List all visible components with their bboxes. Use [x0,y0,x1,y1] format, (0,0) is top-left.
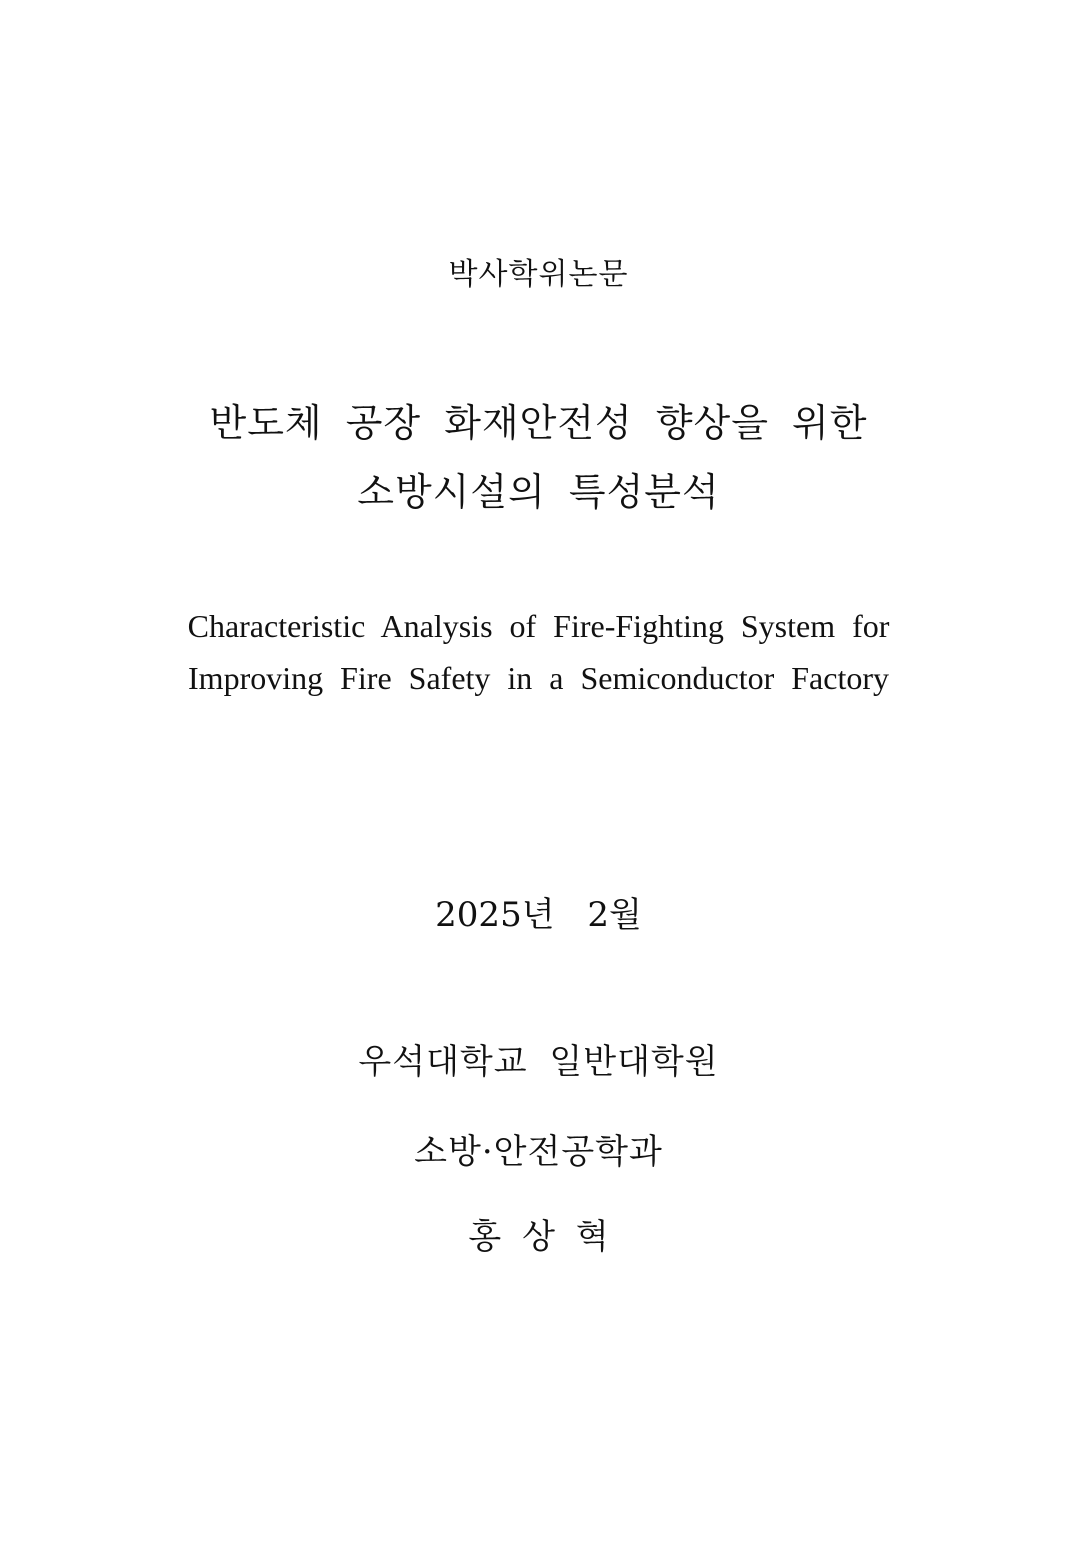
author-name: 홍 상 혁 [468,1217,609,1257]
english-title-line-2: Improving Fire Safety in a Semiconductor Factory [188,660,889,696]
department-name: 소방·안전공학과 [414,1132,663,1172]
university-name: 우석대학교 일반대학원 [358,1042,719,1082]
english-title-line-1: Characteristic Analysis of Fire-Fighting System for [187,608,890,644]
degree-type-label: 박사학위논문 [448,257,629,292]
korean-title-line-1: 반도체 공장 화재안전성 향상을 위한 [209,401,868,445]
submission-date: 2025년 2월 [435,895,642,935]
korean-title-line-2: 소방시설의 특성분석 [357,470,720,514]
